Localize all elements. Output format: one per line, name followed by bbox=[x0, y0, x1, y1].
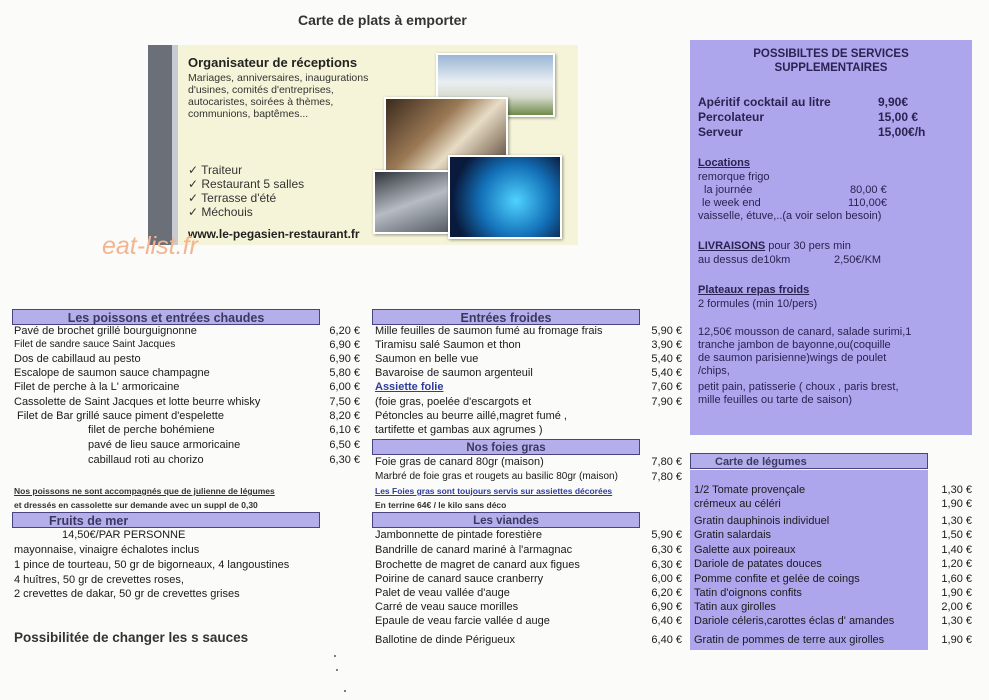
menu-item-name: Dariole de patates douces bbox=[694, 558, 822, 570]
menu-item-price: 5,90 € bbox=[651, 529, 682, 541]
menu-item-price: 6,20 € bbox=[651, 587, 682, 599]
feature-item: ✓ Traiteur bbox=[188, 163, 304, 177]
livraisons-line bbox=[698, 254, 962, 266]
menu-item-price: 6,30 € bbox=[329, 454, 360, 466]
banner-description: Mariages, anniversaires, inaugurations d'usines, comités d'entreprises, autocaristes, soirées à thèmes, communions, baptêmes... bbox=[188, 72, 369, 120]
services-heading-line: POSSIBILTES DE SERVICES bbox=[753, 48, 909, 60]
menu-item-price: 5,40 € bbox=[651, 353, 682, 365]
menu-item-name: cabillaud roti au chorizo bbox=[88, 454, 204, 466]
locations-title: Locations bbox=[698, 157, 750, 169]
menu-item-price: 1,90 € bbox=[941, 634, 972, 646]
plateaux-line: tranche jambon de bayonne,ou(coquille bbox=[698, 339, 891, 351]
menu-item-name: Marbré de foie gras et rougets au basilic 80gr (maison) bbox=[375, 471, 618, 482]
menu-item-price: 2,00 € bbox=[941, 601, 972, 613]
scan-speck bbox=[344, 690, 346, 692]
plateaux-title: Plateaux repas froids bbox=[698, 284, 810, 296]
page-title: Carte de plats à emporter bbox=[298, 12, 467, 28]
menu-item-name: Galette aux poireaux bbox=[694, 544, 796, 556]
foies-gras-note: Les Foies gras sont toujours servis sur assiettes décorées bbox=[375, 486, 613, 496]
assiette-folie-title: Assiette folie bbox=[375, 381, 444, 393]
services-heading bbox=[690, 47, 972, 75]
menu-item-name: Jambonnette de pintade forestière bbox=[375, 529, 542, 541]
plateaux-line: petit pain, patisserie ( choux , paris brest, bbox=[698, 381, 899, 393]
locations-label: la journée bbox=[704, 184, 753, 196]
feature-item: ✓ Méchouis bbox=[188, 205, 304, 219]
banner-stripe-light bbox=[172, 45, 178, 245]
extra-price: 9,90€ bbox=[878, 95, 909, 109]
assiette-line: (foie gras, poelée d'escargots et bbox=[375, 396, 532, 408]
menu-item-price: 6,90 € bbox=[651, 601, 682, 613]
menu-item-name: Dos de cabillaud au pesto bbox=[14, 353, 141, 365]
menu-item-price: 1,60 € bbox=[941, 573, 972, 585]
assiette-line: tartifette et gambas aux agrumes ) bbox=[375, 424, 543, 436]
services-heading-line: SUPPLEMENTAIRES bbox=[774, 62, 888, 74]
plateaux-subtitle: 2 formules (min 10/pers) bbox=[698, 298, 818, 310]
menu-item-name: Palet de veau vallée d'auge bbox=[375, 587, 510, 599]
livraisons-line bbox=[698, 240, 962, 252]
foies-gras-terrine: En terrine 64€ / le kilo sans déco bbox=[375, 500, 507, 510]
extra-price: 15,00 € bbox=[878, 110, 919, 124]
menu-item-name: Poirine de canard sauce cranberry bbox=[375, 573, 544, 585]
menu-item-price: 6,90 € bbox=[329, 339, 360, 351]
menu-item-price: 1,90 € bbox=[941, 587, 972, 599]
footnote: Possibilitée de changer les s sauces bbox=[14, 630, 249, 645]
menu-item-price: 1,90 € bbox=[941, 498, 972, 510]
menu-item-name: Bavaroise de saumon argenteuil bbox=[375, 367, 533, 379]
menu-item-name: Gratin salardais bbox=[694, 529, 772, 541]
menu-item-price: 7,80 € bbox=[651, 471, 682, 483]
fruits-line: 1 pince de tourteau, 50 gr de bigorneaux, 4 langoustines bbox=[14, 559, 290, 571]
menu-item-price: 6,90 € bbox=[329, 353, 360, 365]
fruits-line: 2 crevettes de dakar, 50 gr de crevettes grises bbox=[14, 588, 240, 600]
feature-item: ✓ Terrasse d'été bbox=[188, 191, 304, 205]
menu-item-price: 1,30 € bbox=[941, 484, 972, 496]
menu-item-name: Ballotine de dinde Périgueux bbox=[375, 634, 516, 646]
menu-item-price: 8,20 € bbox=[329, 410, 360, 422]
banquet-photo bbox=[373, 170, 457, 234]
menu-item-name: Carré de veau sauce morilles bbox=[375, 601, 519, 613]
extra-row bbox=[698, 125, 962, 139]
banner-heading: Organisateur de réceptions bbox=[188, 55, 358, 70]
section-header-poissons: Les poissons et entrées chaudes bbox=[12, 309, 320, 325]
locations-line bbox=[702, 197, 962, 209]
locations-line bbox=[704, 184, 962, 196]
fruits-line: 4 huîtres, 50 gr de crevettes roses, bbox=[14, 574, 184, 586]
services-panel bbox=[690, 40, 972, 435]
menu-item-price: 6,40 € bbox=[651, 634, 682, 646]
menu-item-name: Dariole céleris,carottes éclas d' amandes bbox=[694, 615, 895, 627]
livraisons-text: pour 30 pers min bbox=[768, 240, 851, 252]
menu-item-price: 7,80 € bbox=[651, 456, 682, 468]
livraisons-text: au dessus de10km bbox=[698, 254, 791, 266]
menu-item-name: Tatin d'oignons confits bbox=[694, 587, 802, 599]
watermark: eat-list.fr bbox=[102, 232, 198, 260]
pool-night-photo bbox=[448, 155, 562, 239]
menu-item-name: Tatin aux girolles bbox=[694, 601, 776, 613]
menu-item-price: 1,30 € bbox=[941, 615, 972, 627]
locations-line: vaisselle, étuve,..(a voir selon besoin) bbox=[698, 210, 882, 222]
section-header-fruits: Fruits de mer bbox=[12, 512, 320, 528]
menu-item-price: 7,60 € bbox=[651, 381, 682, 393]
extra-label: Apéritif cocktail au litre bbox=[698, 95, 831, 109]
banner-stripe bbox=[148, 45, 172, 245]
menu-item-price: 1,40 € bbox=[941, 544, 972, 556]
menu-item-price: 5,90 € bbox=[651, 325, 682, 337]
website-url: www.le-pegasien-restaurant.fr bbox=[188, 227, 360, 241]
locations-line: remorque frigo bbox=[698, 171, 770, 183]
menu-item-name: Gratin dauphinois individuel bbox=[694, 515, 830, 527]
extra-row bbox=[698, 110, 962, 124]
fruits-line: mayonnaise, vinaigre échalotes inclus bbox=[14, 544, 200, 556]
assiette-line: Pétoncles au beurre aillé,magret fumé , bbox=[375, 410, 567, 422]
menu-item-price: 3,90 € bbox=[651, 339, 682, 351]
livraisons-title: LIVRAISONS bbox=[698, 240, 766, 252]
extra-price: 15,00€/h bbox=[878, 125, 926, 139]
banner-features bbox=[188, 163, 304, 219]
menu-item-name: 1/2 Tomate provençale bbox=[694, 484, 806, 496]
restaurant-banner bbox=[148, 45, 578, 245]
menu-item-price: 5,80 € bbox=[329, 367, 360, 379]
menu-item-name: Tiramisu salé Saumon et thon bbox=[375, 339, 521, 351]
menu-item-price: 1,50 € bbox=[941, 529, 972, 541]
menu-item-name: Saumon en belle vue bbox=[375, 353, 479, 365]
menu-item-price: 6,10 € bbox=[329, 424, 360, 436]
menu-item-name: Pomme confite et gelée de coings bbox=[694, 573, 860, 585]
locations-label: le week end bbox=[702, 197, 761, 209]
section-header-entrees-froides: Entrées froides bbox=[372, 309, 640, 325]
livraisons-price: 2,50€/KM bbox=[834, 254, 882, 266]
menu-item-name: Cassolette de Saint Jacques et lotte beurre whisky bbox=[14, 396, 261, 408]
menu-item-price: 6,30 € bbox=[651, 559, 682, 571]
plateaux-line: 12,50€ mousson de canard, salade surimi,1 bbox=[698, 326, 912, 338]
scan-speck bbox=[336, 669, 338, 671]
menu-item-price: 1,30 € bbox=[941, 515, 972, 527]
menu-item-name: Filet de perche à la L' armoricaine bbox=[14, 381, 180, 393]
menu-item-price: 6,40 € bbox=[651, 615, 682, 627]
menu-item-name: Filet de sandre sauce Saint Jacques bbox=[14, 339, 176, 350]
menu-item-name: Escalope de saumon sauce champagne bbox=[14, 367, 210, 379]
menu-item-price: 1,20 € bbox=[941, 558, 972, 570]
poissons-note: Nos poissons ne sont accompagnés que de julienne de légumes bbox=[14, 486, 275, 496]
menu-item-name: Mille feuilles de saumon fumé au fromage frais bbox=[375, 325, 603, 337]
plateaux-line: mille feuilles ou tarte de saison) bbox=[698, 394, 853, 406]
menu-item-name: Bandrille de canard mariné à l'armagnac bbox=[375, 544, 573, 556]
plateaux-line: /chips, bbox=[698, 365, 730, 377]
menu-item-price: 6,20 € bbox=[329, 325, 360, 337]
locations-price: 80,00 € bbox=[850, 184, 887, 196]
extra-label: Serveur bbox=[698, 125, 743, 139]
menu-item-price: 6,00 € bbox=[329, 381, 360, 393]
menu-item-name: Brochette de magret de canard aux figues bbox=[375, 559, 580, 571]
poissons-note: et dressés en cassolette sur demande avec un suppl de 0,30 bbox=[14, 500, 258, 510]
section-header-viandes: Les viandes bbox=[372, 512, 640, 528]
menu-item-name: filet de perche bohémiene bbox=[88, 424, 215, 436]
extra-row bbox=[698, 95, 962, 109]
fruits-price-line: 14,50€/PAR PERSONNE bbox=[62, 529, 186, 541]
menu-item-price: 7,50 € bbox=[329, 396, 360, 408]
menu-item-price: 6,00 € bbox=[651, 573, 682, 585]
menu-item-name: Epaule de veau farcie vallée d auge bbox=[375, 615, 550, 627]
menu-item-name: Foie gras de canard 80gr (maison) bbox=[375, 456, 544, 468]
menu-item-price: 6,30 € bbox=[651, 544, 682, 556]
feature-item: ✓ Restaurant 5 salles bbox=[188, 177, 304, 191]
menu-item-price: 7,90 € bbox=[651, 396, 682, 408]
menu-item-name: Filet de Bar grillé sauce piment d'espelette bbox=[17, 410, 224, 422]
section-header-foies-gras: Nos foies gras bbox=[372, 439, 640, 455]
menu-item-name: Gratin de pommes de terre aux girolles bbox=[694, 634, 885, 646]
plateaux-line: de saumon parisienne)wings de poulet bbox=[698, 352, 887, 364]
extra-label: Percolateur bbox=[698, 110, 765, 124]
menu-item-name: pavé de lieu sauce armoricaine bbox=[88, 439, 241, 451]
menu-item-price: 6,50 € bbox=[329, 439, 360, 451]
menu-item-name: crémeux au céléri bbox=[694, 498, 781, 510]
menu-item-name: Pavé de brochet grillé bourguignonne bbox=[14, 325, 197, 337]
section-header-legumes: Carte de légumes bbox=[690, 453, 928, 469]
scan-speck bbox=[334, 655, 336, 657]
locations-price: 110,00€ bbox=[848, 197, 887, 209]
menu-item-price: 5,40 € bbox=[651, 367, 682, 379]
